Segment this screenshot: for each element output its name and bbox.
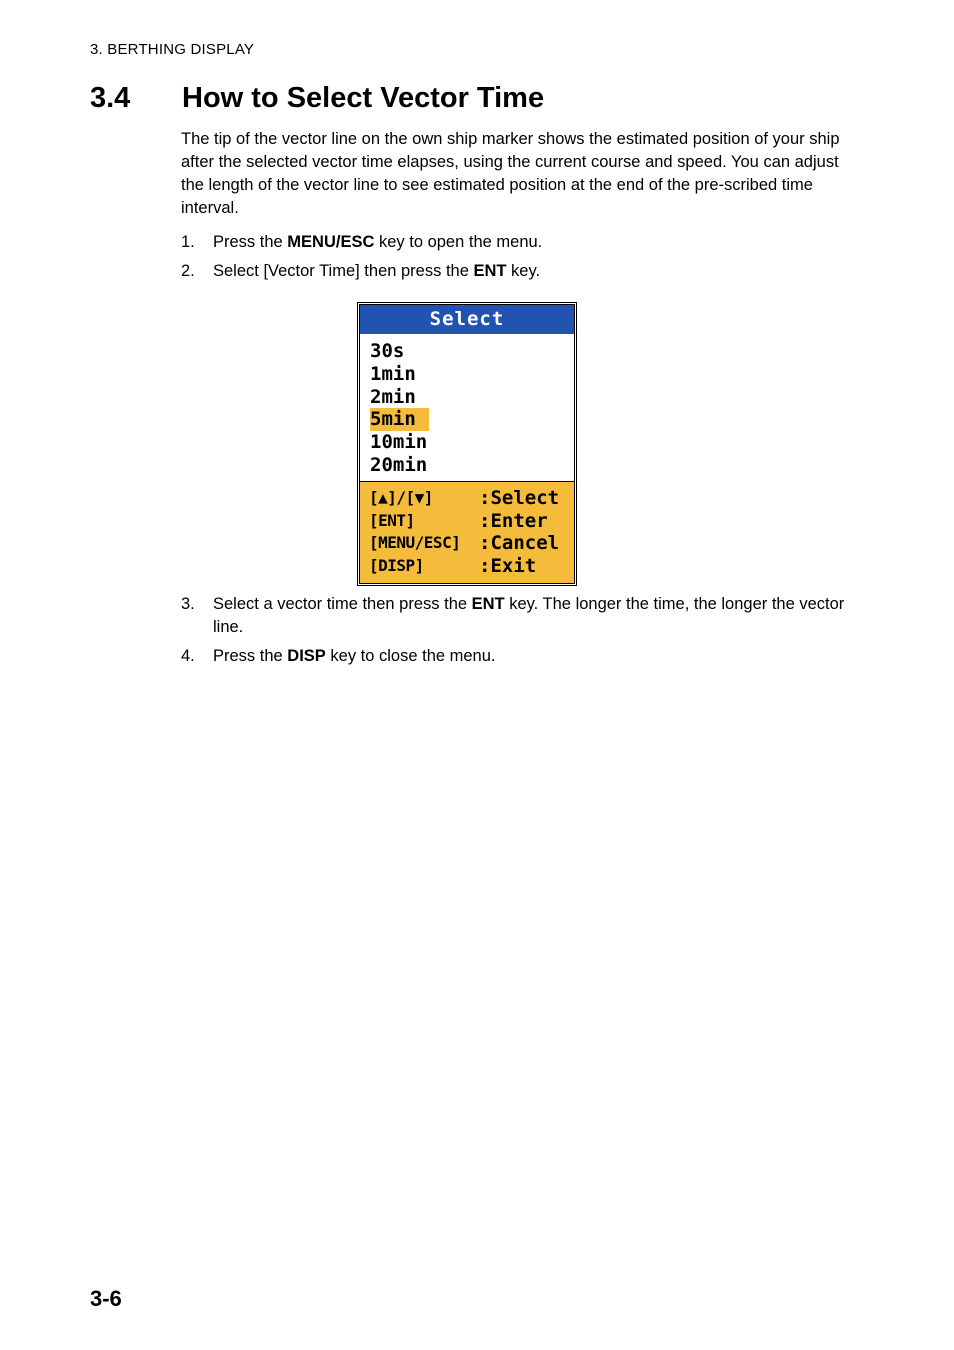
step-key: MENU/ESC [287, 233, 375, 251]
option-label: 10min [370, 431, 428, 454]
key-action: Select [490, 487, 560, 509]
key-guide-row [360, 555, 574, 578]
step-text: key. [506, 262, 541, 280]
key-guide-row [360, 532, 574, 555]
option-label: 1min [370, 362, 416, 385]
step-number: 4. [181, 647, 195, 665]
option-2min[interactable] [370, 386, 574, 409]
step-item [181, 260, 851, 283]
key-name: [MENU/ESC] [369, 533, 461, 553]
step-number: 2. [181, 262, 195, 280]
section-title: How to Select Vector Time [182, 82, 545, 114]
step-key: DISP [287, 647, 326, 665]
option-10min[interactable] [370, 431, 574, 454]
step-text: Press the [213, 233, 288, 251]
key-name: [ENT] [369, 510, 415, 530]
step-text: key. The longer the time, the longer the vector line. [213, 595, 845, 636]
step-key: ENT [471, 595, 505, 613]
intro-paragraph: The tip of the vector line on the own ship marker shows the estimated position of your ship after the selected vector time elapses, using the current course and speed. You can adjust the length of the vector line to see estimated position at the end of the pre-scribed time interval. [181, 130, 840, 217]
option-5min[interactable] [370, 408, 574, 431]
option-label: 2min [370, 385, 416, 408]
key-name: [DISP] [369, 556, 424, 576]
option-label: 5min [370, 408, 429, 431]
section-number: 3.4 [90, 82, 131, 114]
step-number: 1. [181, 233, 195, 251]
vector-time-options [360, 334, 574, 477]
step-text: Press the [213, 647, 288, 665]
step-number: 3. [181, 595, 195, 613]
step-item [181, 645, 851, 668]
steps-list-before [181, 231, 851, 289]
key-separator: : [479, 555, 491, 578]
option-label: 20min [370, 453, 428, 476]
key-separator: : [479, 487, 491, 509]
step-text: key to open the menu. [374, 233, 543, 251]
option-20min[interactable] [370, 454, 574, 477]
step-item [181, 593, 851, 639]
key-separator: : [479, 532, 491, 555]
section-heading [90, 82, 544, 115]
running-header: 3. BERTHING DISPLAY [90, 41, 255, 58]
key-separator: : [479, 509, 491, 532]
option-1min[interactable] [370, 363, 574, 386]
key-guide-row [360, 487, 574, 510]
steps-list-after [181, 593, 851, 674]
key-name: [▲]/[▼] [369, 488, 433, 507]
key-guide [360, 481, 574, 583]
step-key: ENT [473, 262, 507, 280]
key-action: Enter [490, 509, 548, 532]
option-label: 30s [370, 340, 405, 362]
step-text: key to close the menu. [325, 647, 496, 665]
step-text: Select a vector time then press the [213, 595, 472, 613]
option-30s[interactable] [370, 340, 574, 363]
step-item [181, 231, 851, 254]
menu-title: Select [360, 305, 574, 334]
page-number: 3-6 [90, 1286, 122, 1311]
step-text: Select [Vector Time] then press the [213, 262, 474, 280]
select-menu-panel [359, 304, 575, 584]
select-menu-screenshot [357, 302, 577, 586]
key-action: Cancel [490, 532, 560, 555]
key-action: Exit [490, 555, 537, 578]
key-guide-row [360, 510, 574, 533]
